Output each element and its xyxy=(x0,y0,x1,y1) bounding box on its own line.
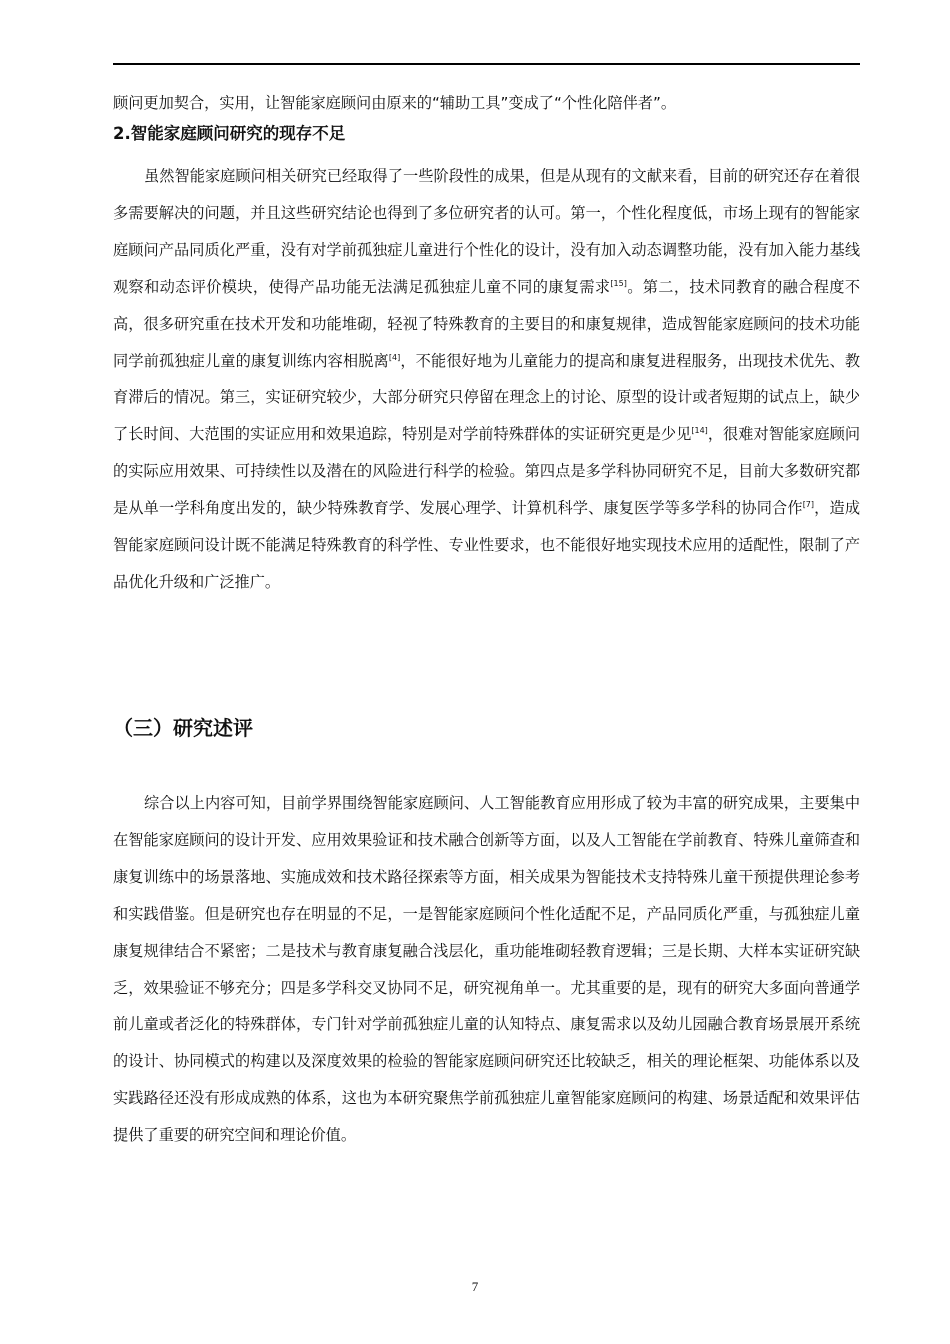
subsection-heading: 2.智能家庭顾问研究的现存不足 xyxy=(113,124,346,143)
header-rule xyxy=(113,63,860,65)
continuation-paragraph xyxy=(113,85,860,122)
paragraph-segment: ，不能很好地为儿童能力的提高和康复进程服务，出现技术优先、教育滞后的情况。第三，实证研究较少，大部分研究只停留在理念上的讨论、原型的设计或者短期的试点上，缺少了长时间、大范围的实证应用和效果追踪，特别是对学前特殊群体的实证研究更是少见 xyxy=(113,351,861,444)
citation-ref: [15] xyxy=(610,278,627,288)
paragraph-segment: 虽然智能家庭顾问相关研究已经取得了一些阶段性的成果，但是从现有的文献来看，目前的研究还存在着很多需要解决的问题，并且这些研究结论也得到了多位研究者的认可。第一，个性化程度低，市场上现有的智能家庭顾问产品同质化严重，没有对学前孤独症儿童进行个性化的设计，没有加入动态调整功能，没有加入能力基线观察和动态评价模块，使得产品功能无法满足孤独症儿童不同的康复需求 xyxy=(113,167,860,296)
section-heading: （三）研究述评 xyxy=(113,716,253,740)
paragraph-shortcomings xyxy=(113,158,860,601)
citation-ref: [4] xyxy=(388,352,401,362)
paragraph-review: 综合以上内容可知，目前学界围绕智能家庭顾问、人工智能教育应用形成了较为丰富的研究成果，主要集中在智能家庭顾问的设计开发、应用效果验证和技术融合创新等方面，以及人工智能在学前教育、特殊儿童筛查和康复训练中的场景落地、实施成效和技术路径探索等方面，相关成果为智能技术支持特殊儿童干预提供理论参考和实践借鉴。但是研究也存在明显的不足，一是智能家庭顾问个性化适配不足，产品同质化严重，与孤独症儿童康复规律结合不紧密；二是技术与教育康复融合浅层化，重功能堆砌轻教育逻辑；三是长期、大样本实证研究缺乏，效果验证不够充分；四是多学科交叉协同不足，研究视角单一。尤其重要的是，现有的研究大多面向普通学前儿童或者泛化的特殊群体，专门针对学前孤独症儿童的认知特点、康复需求以及幼儿园融合教育场景展开系统的设计、协同模式的构建以及深度效果的检验的智能家庭顾问研究还比较缺乏，相关的理论框架、功能体系以及实践路径还没有形成成熟的体系，这也为本研究聚焦学前孤独症儿童智能家庭顾问的构建、场景适配和效果评估提供了重要的研究空间和理论价值。 xyxy=(113,794,860,1145)
continuation-text: 顾问更加契合，实用，让智能家庭顾问由原来的“辅助工具”变成了“个性化陪伴者”。 xyxy=(113,94,677,112)
paragraph-segment: ，很难对智能家庭顾问的实际应用效果、可持续性以及潜在的风险进行科学的检验。第四点是多学科协同研究不足，目前大多数研究都是从单一学科角度出发的，缺少特殊教育学、发展心理学、计算机科学、康复医学等多学科的协同合作 xyxy=(113,425,861,518)
citation-ref: [14] xyxy=(691,426,708,436)
paragraph-segment: ，造成智能家庭顾问设计既不能满足特殊教育的科学性、专业性要求，也不能很好地实现技术应用的适配性，限制了产品优化升级和广泛推广。 xyxy=(113,499,861,591)
body-paragraph-2 xyxy=(113,785,860,1154)
page-number: 7 xyxy=(471,1279,479,1294)
citation-ref: [7] xyxy=(802,500,815,510)
paragraph-segment: 。第二，技术同教育的融合程度不高，很多研究重在技术开发和功能堆砌，轻视了特殊教育的主要目的和康复规律，造成智能家庭顾问的技术功能同学前孤独症儿童的康复训练内容相脱离 xyxy=(113,277,861,370)
body-paragraph-1 xyxy=(113,158,860,601)
